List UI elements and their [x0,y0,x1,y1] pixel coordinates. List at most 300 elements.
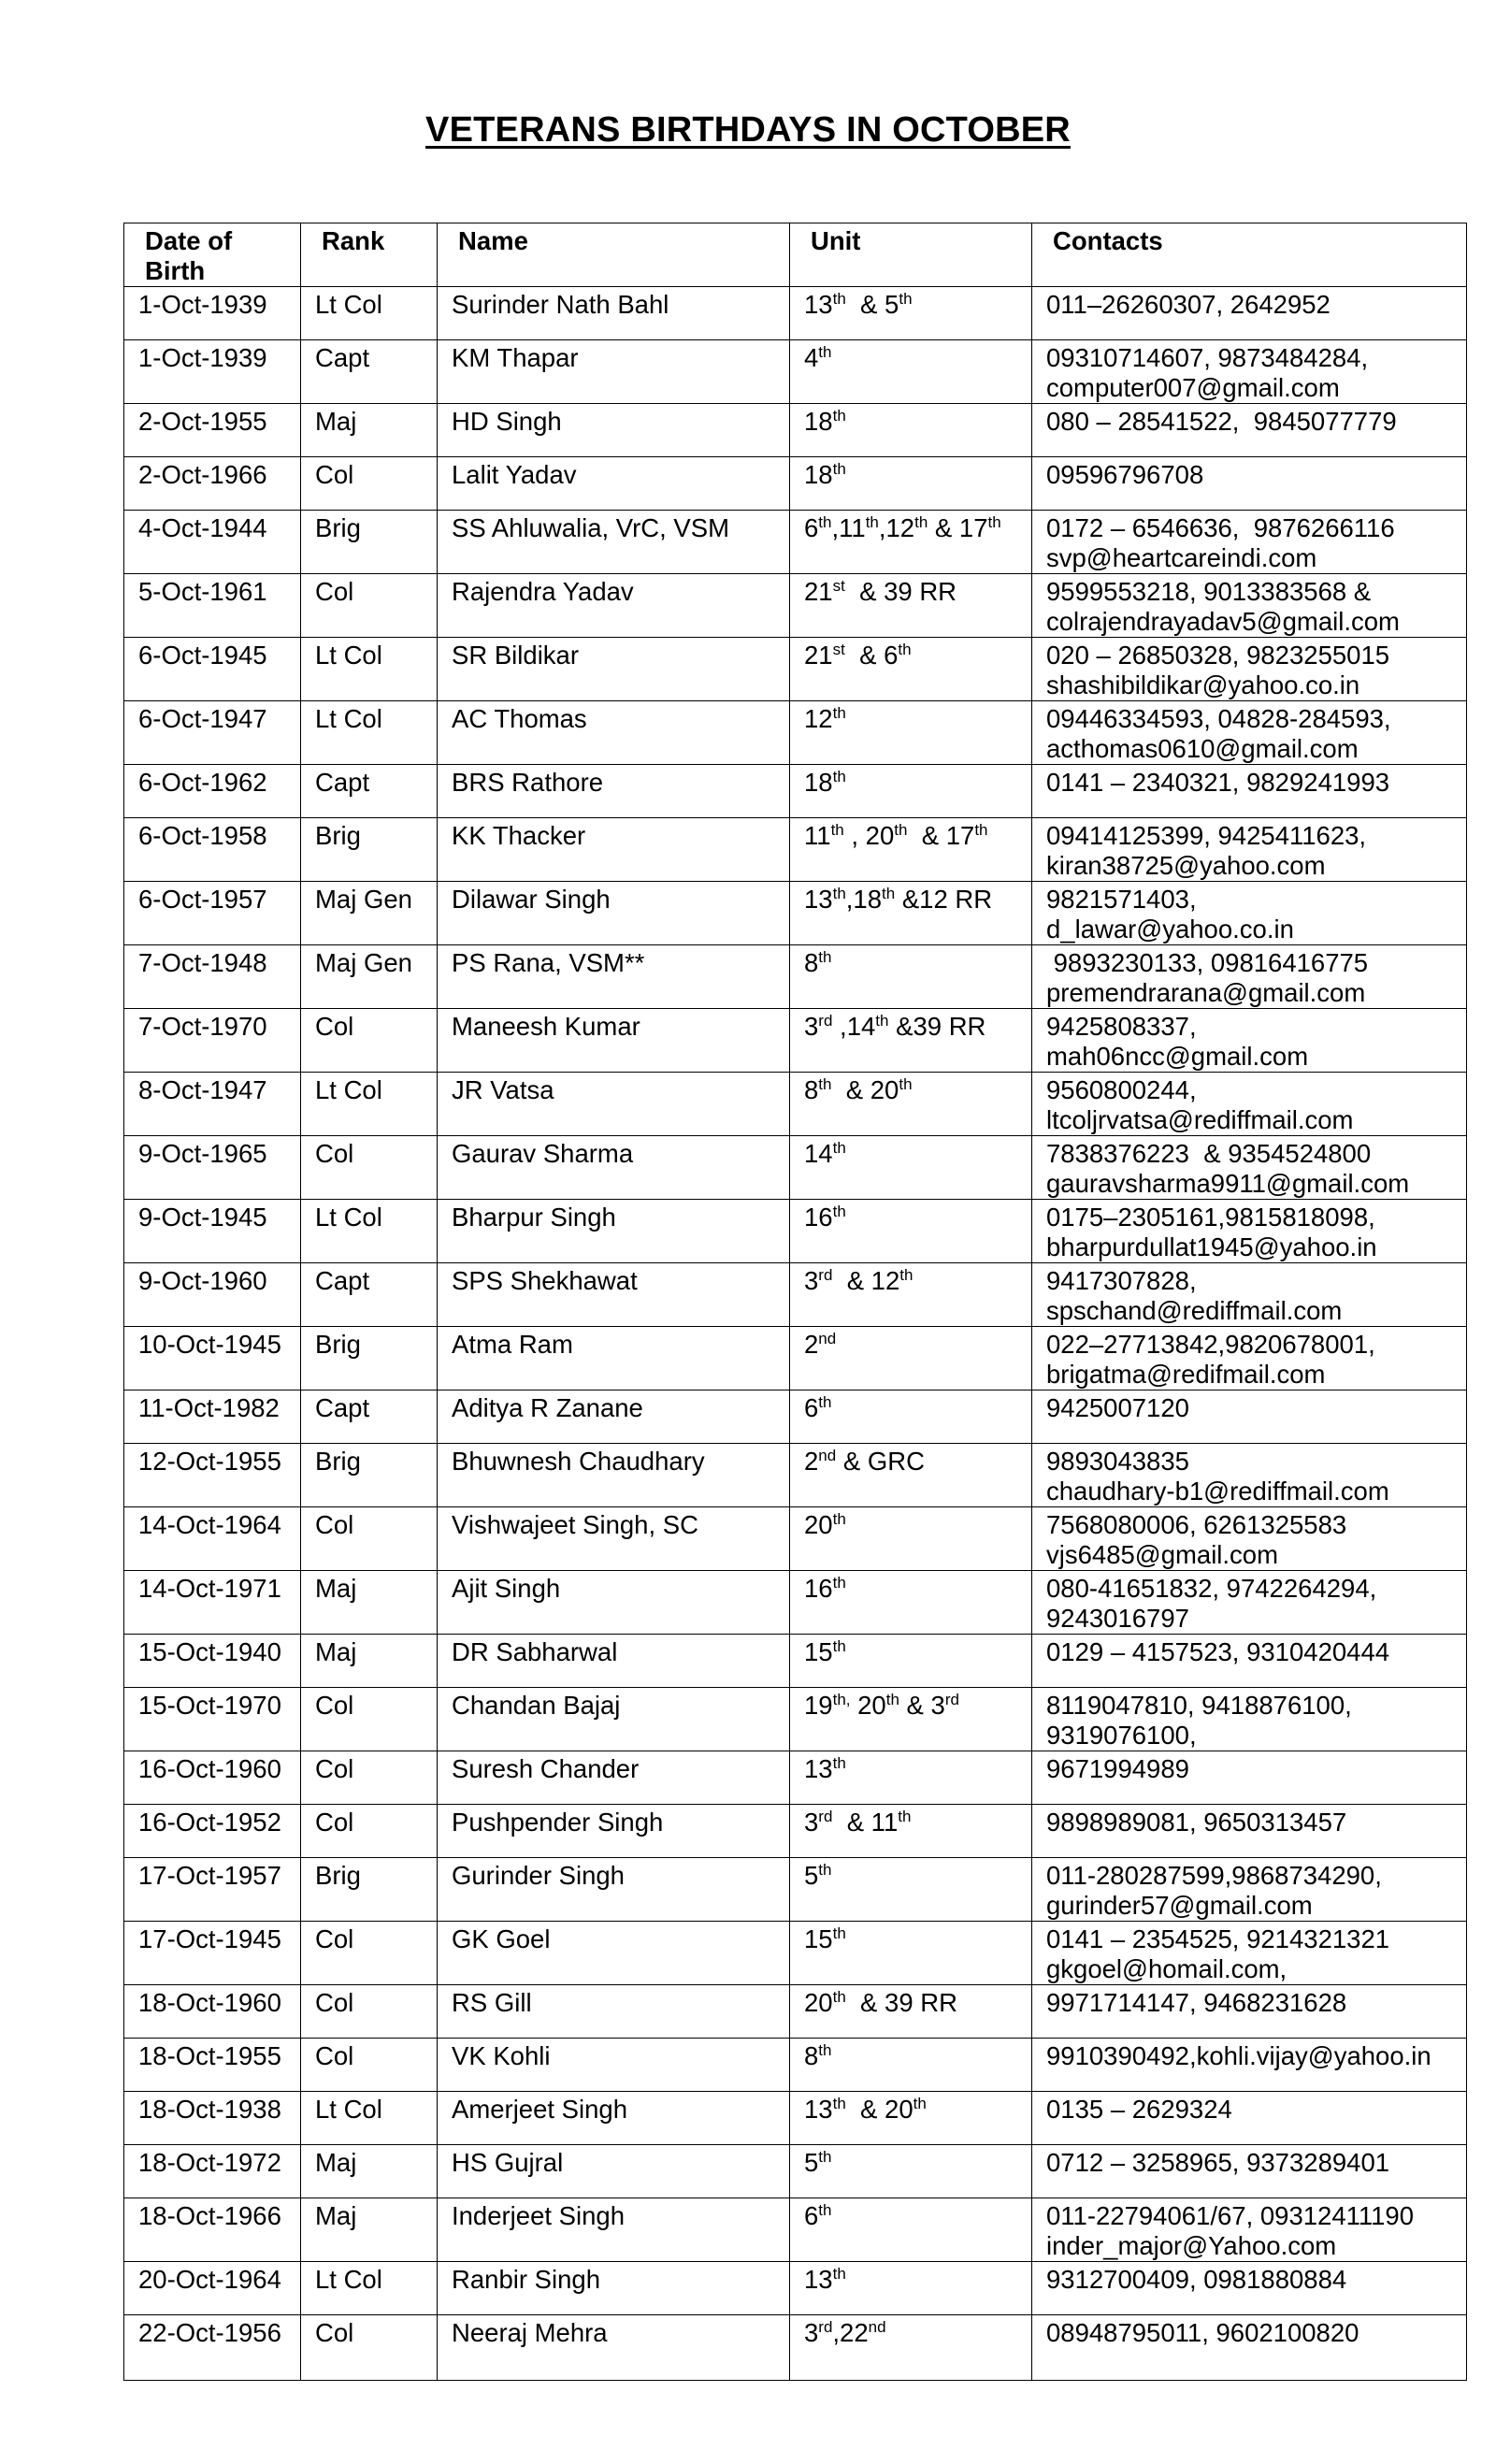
cell-unit [790,2039,1032,2092]
cell-rank: Brig [301,1327,438,1391]
unit-text: ,22 [832,2318,869,2347]
cell-unit [790,1444,1032,1507]
table-body [124,287,1467,2381]
unit-ordinal-suffix: th [832,885,846,902]
cell-rank: Capt [301,1391,438,1444]
cell-date-of-birth: 6-Oct-1958 [124,818,301,882]
header-name: Name [438,223,790,287]
cell-contacts [1032,1136,1467,1200]
cell-unit [790,404,1032,457]
contact-line: 9893043835 [1046,1447,1189,1476]
unit-ordinal-suffix: rd [818,2318,833,2336]
cell-unit [790,1635,1032,1688]
table-row [124,1327,1467,1391]
cell-date-of-birth: 17-Oct-1945 [124,1922,301,1985]
contact-line: 9893230133, 09816416775 [1046,948,1369,977]
cell-contacts [1032,1571,1467,1635]
cell-contacts [1032,1444,1467,1507]
unit-text: & 12 [832,1266,900,1295]
cell-contacts [1032,511,1467,574]
contact-line: mah06ncc@gmail.com [1046,1042,1309,1071]
unit-text: 15 [804,1637,833,1666]
unit-ordinal-suffix: nd [818,1330,837,1347]
unit-ordinal-suffix: th [898,641,912,658]
table-row [124,945,1467,1009]
cell-name: Suresh Chander [438,1751,790,1805]
cell-contacts [1032,1200,1467,1263]
unit-text: 6 [804,2201,819,2230]
cell-contacts [1032,1985,1467,2039]
cell-unit [790,1571,1032,1635]
unit-text: 15 [804,1924,833,1953]
contact-line: premendrarana@gmail.com [1046,978,1366,1007]
unit-text: 4 [804,343,819,372]
table-row [124,1507,1467,1571]
cell-rank: Col [301,1985,438,2039]
cell-contacts [1032,1751,1467,1805]
contact-line: 011-22794061/67, 09312411190 [1046,2201,1415,2230]
unit-ordinal-suffix: th [899,1075,913,1093]
cell-contacts [1032,1073,1467,1136]
cell-rank: Lt Col [301,638,438,701]
cell-date-of-birth: 20-Oct-1964 [124,2262,301,2315]
table-row [124,404,1467,457]
contact-line: spschand@rediffmail.com [1046,1296,1343,1325]
cell-date-of-birth: 6-Oct-1945 [124,638,301,701]
cell-rank: Maj [301,2145,438,2198]
cell-name: Gaurav Sharma [438,1136,790,1200]
cell-rank: Maj [301,1635,438,1688]
cell-rank: Col [301,457,438,511]
cell-date-of-birth: 7-Oct-1948 [124,945,301,1009]
contact-line: 080-41651832, 9742264294, [1046,1574,1377,1603]
unit-ordinal-suffix: th [818,343,832,361]
cell-rank: Col [301,1009,438,1073]
unit-ordinal-suffix: th [818,948,832,966]
cell-rank: Col [301,1507,438,1571]
header-contacts: Contacts [1032,223,1467,287]
unit-ordinal-suffix: th [832,2095,846,2112]
table-row [124,2262,1467,2315]
cell-name: Neeraj Mehra [438,2315,790,2381]
cell-rank: Brig [301,511,438,574]
unit-text: ,12 [878,513,915,542]
unit-text: ,11 [831,513,866,542]
cell-date-of-birth: 18-Oct-1938 [124,2092,301,2145]
cell-name: Dilawar Singh [438,882,790,945]
cell-unit [790,1200,1032,1263]
cell-name: SPS Shekhawat [438,1263,790,1327]
cell-rank: Maj [301,404,438,457]
cell-unit [790,945,1032,1009]
cell-date-of-birth: 14-Oct-1964 [124,1507,301,1571]
contact-line: 9910390492,kohli.vijay@yahoo.in [1046,2041,1431,2070]
unit-ordinal-suffix: th [832,1203,846,1220]
unit-text: 13 [804,2095,833,2124]
cell-unit [790,1009,1032,1073]
cell-rank: Lt Col [301,1200,438,1263]
table-row [124,511,1467,574]
cell-name: RS Gill [438,1985,790,2039]
cell-unit [790,701,1032,765]
cell-name: Vishwajeet Singh, SC [438,1507,790,1571]
cell-name: Aditya R Zanane [438,1391,790,1444]
cell-contacts [1032,574,1467,638]
cell-contacts [1032,2198,1467,2262]
contact-line: 09446334593, 04828-284593, [1046,704,1391,733]
cell-date-of-birth: 1-Oct-1939 [124,340,301,404]
cell-unit [790,1136,1032,1200]
contact-line: 8119047810, 9418876100, [1046,1691,1352,1720]
cell-name: Rajendra Yadav [438,574,790,638]
table-row [124,2145,1467,2198]
table-row [124,818,1467,882]
unit-ordinal-suffix: th [832,1924,846,1942]
unit-ordinal-suffix: rd [944,1691,959,1708]
cell-contacts [1032,1858,1467,1922]
cell-date-of-birth: 1-Oct-1939 [124,287,301,340]
contact-line: colrajendrayadav5@gmail.com [1046,607,1400,636]
unit-text: & 11 [832,1808,899,1837]
unit-ordinal-suffix: st [832,641,845,658]
unit-text: 3 [804,1266,819,1295]
unit-text: &39 RR [888,1012,986,1041]
cell-rank: Capt [301,765,438,818]
cell-name: SR Bildikar [438,638,790,701]
table-row [124,2198,1467,2262]
unit-ordinal-suffix: th [818,1393,832,1411]
unit-text: 21 [804,641,833,670]
cell-rank: Lt Col [301,1073,438,1136]
cell-date-of-birth: 9-Oct-1945 [124,1200,301,1263]
cell-name: HS Gujral [438,2145,790,2198]
cell-rank: Brig [301,1858,438,1922]
cell-name: PS Rana, VSM** [438,945,790,1009]
unit-text: 5 [804,2148,819,2177]
cell-date-of-birth: 2-Oct-1966 [124,457,301,511]
cell-date-of-birth: 16-Oct-1952 [124,1805,301,1858]
cell-date-of-birth: 11-Oct-1982 [124,1391,301,1444]
cell-contacts [1032,2145,1467,2198]
cell-unit [790,1073,1032,1136]
unit-text: 8 [804,1075,819,1104]
unit-text: 3 [804,1012,819,1041]
cell-name: Amerjeet Singh [438,2092,790,2145]
unit-text: & 6 [844,641,899,670]
cell-rank: Lt Col [301,701,438,765]
veterans-birthday-table [123,223,1467,2381]
contact-line: 09310714607, 9873484284, [1046,343,1369,372]
cell-rank: Capt [301,340,438,404]
cell-unit [790,2145,1032,2198]
cell-date-of-birth: 14-Oct-1971 [124,1571,301,1635]
unit-ordinal-suffix: th [894,821,908,839]
unit-ordinal-suffix: th [832,290,846,308]
contact-line: ltcoljrvatsa@rediffmail.com [1046,1105,1354,1134]
cell-unit [790,638,1032,701]
cell-name: Pushpender Singh [438,1805,790,1858]
unit-ordinal-suffix: th [818,2201,832,2219]
cell-name: KM Thapar [438,340,790,404]
cell-contacts [1032,1391,1467,1444]
table-row [124,1985,1467,2039]
cell-rank: Maj [301,2198,438,2262]
cell-unit [790,2198,1032,2262]
cell-contacts [1032,2315,1467,2381]
cell-name: VK Kohli [438,2039,790,2092]
cell-name: SS Ahluwalia, VrC, VSM [438,511,790,574]
contact-line: d_lawar@yahoo.co.in [1046,915,1294,944]
unit-text: 3 [804,2318,819,2347]
unit-ordinal-suffix: th [974,821,988,839]
table-row [124,340,1467,404]
cell-unit [790,1688,1032,1751]
unit-text: 6 [804,513,819,542]
unit-ordinal-suffix: th [818,2041,832,2059]
table-row [124,1136,1467,1200]
unit-ordinal-suffix: th [913,2095,927,2112]
table-row [124,2315,1467,2381]
cell-date-of-birth: 22-Oct-1956 [124,2315,301,2381]
contact-line: inder_major@Yahoo.com [1046,2231,1337,2260]
unit-text: 16 [804,1203,833,1232]
cell-date-of-birth: 9-Oct-1960 [124,1263,301,1327]
cell-unit [790,287,1032,340]
contact-line: 9425808337, [1046,1012,1197,1041]
contact-line: 9560800244, [1046,1075,1197,1104]
contact-line: 9971714147, 9468231628 [1046,1988,1347,2017]
unit-ordinal-suffix: th [830,821,844,839]
cell-name: Atma Ram [438,1327,790,1391]
contact-line: 9599553218, 9013383568 & [1046,577,1372,606]
table-row [124,2039,1467,2092]
unit-ordinal-suffix: rd [818,1808,833,1825]
cell-name: GK Goel [438,1922,790,1985]
cell-date-of-birth: 18-Oct-1955 [124,2039,301,2092]
cell-contacts [1032,457,1467,511]
unit-ordinal-suffix: th [832,460,846,478]
cell-date-of-birth: 7-Oct-1970 [124,1009,301,1073]
cell-contacts [1032,340,1467,404]
cell-unit [790,574,1032,638]
unit-text: 12 [804,704,833,733]
cell-name: Chandan Bajaj [438,1688,790,1751]
unit-ordinal-suffix: th [882,885,896,902]
cell-name: JR Vatsa [438,1073,790,1136]
table-row [124,1073,1467,1136]
contact-line: 9671994989 [1046,1754,1189,1783]
unit-ordinal-suffix: th [832,1139,846,1157]
unit-text: 13 [804,1754,833,1783]
contact-line: 9417307828, [1046,1266,1197,1295]
cell-contacts [1032,1805,1467,1858]
unit-ordinal-suffix: th [914,513,928,531]
unit-ordinal-suffix: th [832,704,846,722]
cell-unit [790,1263,1032,1327]
cell-date-of-birth: 5-Oct-1961 [124,574,301,638]
cell-rank: Col [301,574,438,638]
cell-rank: Maj [301,1571,438,1635]
unit-text: & 20 [831,1075,899,1104]
unit-ordinal-suffix: th, [832,1691,851,1708]
contact-line: computer007@gmail.com [1046,373,1340,402]
cell-contacts [1032,638,1467,701]
table-row [124,882,1467,945]
unit-text: 20 [804,1510,833,1539]
unit-ordinal-suffix: rd [818,1012,833,1030]
unit-ordinal-suffix: th [987,513,1001,531]
unit-text: 20 [804,1988,833,2017]
cell-rank: Lt Col [301,2092,438,2145]
cell-rank: Col [301,1751,438,1805]
unit-text: 11 [804,821,831,850]
contact-line: 9898989081, 9650313457 [1046,1808,1347,1837]
table-row [124,1922,1467,1985]
unit-ordinal-suffix: st [832,577,845,595]
unit-ordinal-suffix: th [832,1510,846,1528]
cell-rank: Col [301,1688,438,1751]
cell-date-of-birth: 6-Oct-1957 [124,882,301,945]
unit-ordinal-suffix: th [875,1012,889,1030]
table-row [124,638,1467,701]
unit-ordinal-suffix: th [818,1861,832,1879]
cell-unit [790,1805,1032,1858]
contact-line: 022–27713842,9820678001, [1046,1330,1375,1359]
unit-ordinal-suffix: th [832,2265,846,2283]
unit-text: 13 [804,290,833,319]
cell-name: Inderjeet Singh [438,2198,790,2262]
unit-ordinal-suffix: th [818,1075,832,1093]
contact-line: 9243016797 [1046,1604,1189,1633]
table-row [124,1858,1467,1922]
cell-name: Ajit Singh [438,1571,790,1635]
cell-name: BRS Rathore [438,765,790,818]
cell-date-of-birth: 17-Oct-1957 [124,1858,301,1922]
cell-name: AC Thomas [438,701,790,765]
cell-name: Bhuwnesh Chaudhary [438,1444,790,1507]
table-row [124,1263,1467,1327]
unit-ordinal-suffix: th [818,513,832,531]
cell-name: Bharpur Singh [438,1200,790,1263]
cell-rank: Col [301,1136,438,1200]
contact-line: 020 – 26850328, 9823255015 [1046,641,1390,670]
cell-date-of-birth: 16-Oct-1960 [124,1751,301,1805]
cell-date-of-birth: 9-Oct-1965 [124,1136,301,1200]
unit-text: 20 [850,1691,886,1720]
cell-unit [790,765,1032,818]
cell-date-of-birth: 15-Oct-1940 [124,1635,301,1688]
unit-text: & 17 [928,513,988,542]
cell-rank: Col [301,2039,438,2092]
contact-line: 09414125399, 9425411623, [1046,821,1367,850]
unit-ordinal-suffix: th [899,290,913,308]
cell-date-of-birth: 18-Oct-1972 [124,2145,301,2198]
cell-contacts [1032,701,1467,765]
unit-ordinal-suffix: th [898,1808,912,1825]
contact-line: 0175–2305161,9815818098, [1046,1203,1375,1232]
cell-name: Ranbir Singh [438,2262,790,2315]
page-title: VETERANS BIRTHDAYS IN OCTOBER [425,110,1071,150]
contact-line: gauravsharma9911@gmail.com [1046,1169,1410,1198]
cell-contacts [1032,818,1467,882]
unit-text: 14 [804,1139,833,1168]
unit-text: 3 [804,1808,819,1837]
contact-line: 7838376223 & 9354524800 [1046,1139,1372,1168]
cell-contacts [1032,2039,1467,2092]
cell-unit [790,1327,1032,1391]
header-date-of-birth: Date of Birth [124,223,301,287]
cell-contacts [1032,1507,1467,1571]
cell-unit [790,511,1032,574]
contact-line: brigatma@redifmail.com [1046,1360,1326,1389]
unit-text: & 20 [845,2095,913,2124]
cell-contacts [1032,1922,1467,1985]
cell-rank: Lt Col [301,2262,438,2315]
table-row [124,1444,1467,1507]
table-row [124,1391,1467,1444]
contact-line: bharpurdullat1945@yahoo.in [1046,1232,1377,1261]
unit-text: 21 [804,577,833,606]
contact-line: 0172 – 6546636, 9876266116 [1046,513,1395,542]
cell-unit [790,1985,1032,2039]
cell-name: DR Sabharwal [438,1635,790,1688]
table-row [124,1805,1467,1858]
table-row [124,1635,1467,1688]
cell-name: Lalit Yadav [438,457,790,511]
contact-line: 9319076100, [1046,1721,1197,1750]
cell-date-of-birth: 12-Oct-1955 [124,1444,301,1507]
cell-name: Gurinder Singh [438,1858,790,1922]
contact-line: 9425007120 [1046,1393,1189,1422]
cell-date-of-birth: 4-Oct-1944 [124,511,301,574]
unit-ordinal-suffix: th [865,513,879,531]
unit-text: 8 [804,948,819,977]
cell-date-of-birth: 18-Oct-1960 [124,1985,301,2039]
cell-date-of-birth: 8-Oct-1947 [124,1073,301,1136]
cell-rank: Lt Col [301,287,438,340]
table-row [124,574,1467,638]
unit-text: & 5 [845,290,899,319]
contact-line: shashibildikar@yahoo.co.in [1046,670,1360,699]
cell-rank: Col [301,1922,438,1985]
cell-unit [790,882,1032,945]
unit-text: &12 RR [895,885,993,914]
cell-unit [790,2262,1032,2315]
cell-unit [790,1858,1032,1922]
contact-line: 9312700409, 0981880884 [1046,2265,1347,2294]
unit-ordinal-suffix: th [832,1574,846,1592]
unit-text: & 3 [899,1691,945,1720]
cell-unit [790,457,1032,511]
unit-text: 18 [804,460,833,489]
contact-line: 0712 – 3258965, 9373289401 [1046,2148,1390,2177]
cell-contacts [1032,1635,1467,1688]
table-row [124,1571,1467,1635]
table-row [124,765,1467,818]
table-row [124,701,1467,765]
cell-unit [790,2092,1032,2145]
cell-rank: Brig [301,818,438,882]
unit-text: , 20 [843,821,895,850]
unit-ordinal-suffix: th [818,2148,832,2166]
cell-rank: Col [301,1805,438,1858]
contact-line: vjs6485@gmail.com [1046,1540,1279,1569]
unit-text: 18 [804,407,833,436]
unit-text: & 17 [907,821,975,850]
cell-name: Surinder Nath Bahl [438,287,790,340]
header-rank: Rank [301,223,438,287]
table-row [124,457,1467,511]
